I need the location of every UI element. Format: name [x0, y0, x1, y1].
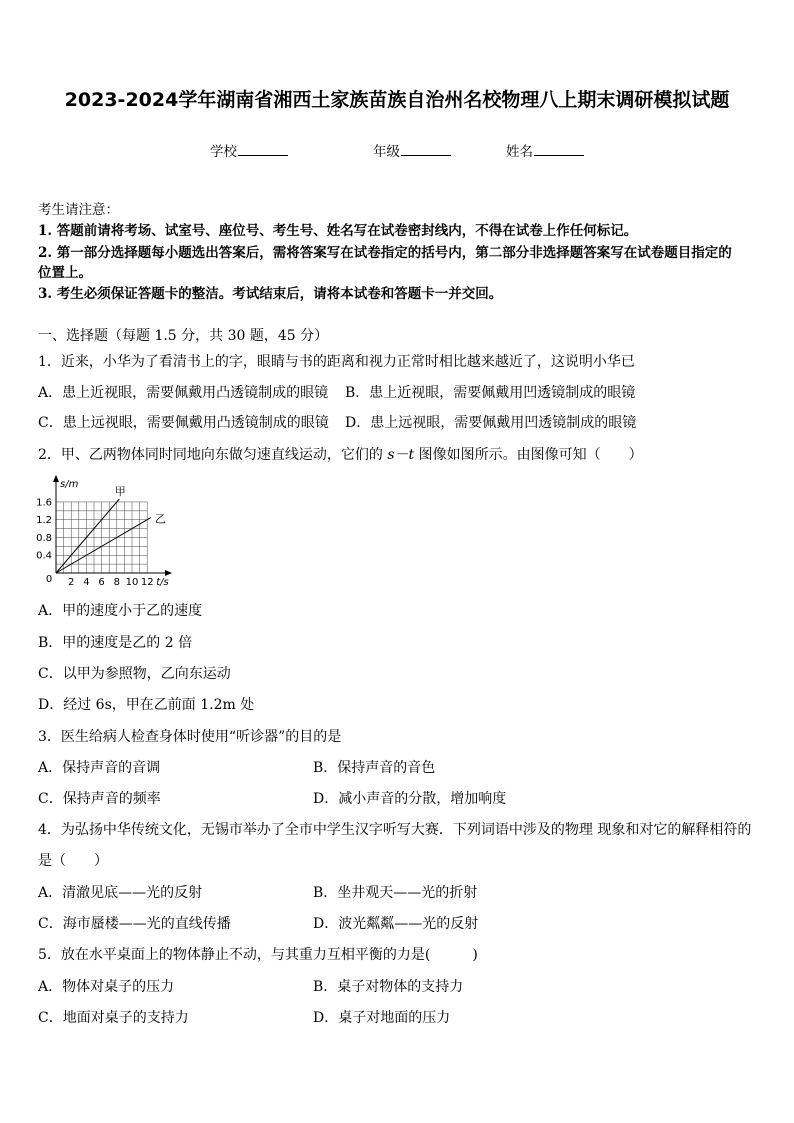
q4-stem: 4．为弘扬中华传统文化，无锡市举办了全市中学生汉字听写大赛．下列词语中涉及的物理 现象和对它的解释相符的	[38, 822, 752, 838]
field-grade	[373, 140, 451, 162]
x-tick-label: 8	[113, 577, 120, 588]
q4-stem-continued: 是（ ）	[38, 853, 108, 869]
series-line-2	[56, 518, 151, 573]
q2-option-b: B．甲的速度是乙的 2 倍	[38, 635, 193, 651]
series-line-1	[56, 499, 119, 573]
q4-option-c: C．海市蜃楼——光的直线传播	[38, 916, 231, 932]
q3-option-a: A．保持声音的音调	[38, 760, 161, 776]
x-tick-label: 4	[83, 577, 90, 588]
y-axis-label: s/m	[60, 479, 79, 490]
notice-line-2-continued: 位置上。	[38, 265, 92, 281]
notice-heading: 考生请注意：	[38, 202, 119, 218]
q1-stem: 1．近来，小华为了看清书上的字，眼睛与书的距离和视力正常时相比越来越近了，这说明小华已	[38, 354, 635, 370]
field-name-blank	[534, 140, 584, 156]
q2-option-a: A．甲的速度小于乙的速度	[38, 603, 203, 619]
q1-option-b: B．患上近视眼，需要佩戴用凹透镜制成的眼镜	[345, 385, 636, 401]
x-axis-arrow	[165, 570, 172, 576]
series-label-2: 乙	[154, 512, 166, 526]
y-tick-label: 1.2	[36, 515, 52, 527]
q4-option-d: D．波光粼粼——光的反射	[313, 916, 479, 932]
q2-stem	[38, 445, 643, 465]
x-tick-label: 2	[68, 577, 75, 588]
q5-option-c: C．地面对桌子的支持力	[38, 1010, 189, 1026]
q1-option-a: A．患上近视眼，需要佩戴用凸透镜制成的眼镜	[38, 385, 329, 401]
y-tick-label: 0.4	[36, 550, 52, 562]
x-tick-label: 10	[125, 577, 139, 588]
notice-line-3: 3. 考生必须保证答题卡的整洁。考试结束后，请将本试卷和答题卡一并交回。	[38, 286, 503, 302]
q4-option-b: B．坐井观天——光的折射	[313, 885, 478, 901]
field-school-label: 学校	[210, 144, 237, 160]
x-axis-label: t/s	[156, 577, 169, 588]
q3-option-b: B．保持声音的音色	[313, 760, 436, 776]
page-title: 2023-2024学年湖南省湘西土家族苗族自治州名校物理八上期末调研模拟试题	[64, 89, 730, 111]
q2-option-d: D．经过 6s，甲在乙前面 1.2m 处	[38, 697, 255, 713]
notice-line-1: 1. 答题前请将考场、试室号、座位号、考生号、姓名写在试卷密封线内，不得在试卷上作任何标记。	[38, 223, 638, 239]
q5-option-a: A．物体对桌子的压力	[38, 979, 175, 995]
origin-label: 0	[45, 574, 53, 585]
graph-grid	[56, 502, 147, 573]
y-axis-arrow	[53, 475, 59, 482]
field-school	[210, 140, 288, 162]
field-grade-label: 年级	[373, 144, 400, 160]
st-graph-figure	[36, 474, 176, 594]
section-heading: 一、选择题（每题 1.5 分，共 30 题，45 分）	[38, 328, 329, 344]
q2-option-c: C．以甲为参照物，乙向东运动	[38, 666, 231, 682]
field-school-blank	[238, 140, 288, 156]
st-graph	[36, 474, 176, 594]
field-name	[506, 140, 584, 162]
y-tick-label: 0.8	[36, 532, 52, 544]
q5-option-b: B．桌子对物体的支持力	[313, 979, 464, 995]
series-label-1: 甲	[114, 485, 126, 499]
y-tick-label: 1.6	[36, 497, 52, 509]
q5-option-d: D．桌子对地面的压力	[313, 1010, 451, 1026]
q5-stem: 5．放在水平桌面上的物体静止不动，与其重力互相平衡的力是( )	[38, 947, 478, 963]
x-tick-label: 6	[98, 577, 105, 588]
q3-option-c: C．保持声音的频率	[38, 791, 161, 807]
q4-option-a: A．清澈见底——光的反射	[38, 885, 203, 901]
notice-line-2: 2. 第一部分选择题每小题选出答案后，需将答案写在试卷指定的括号内，第二部分非选择题答案写在试卷题目指定的	[38, 245, 732, 261]
field-name-label: 姓名	[506, 144, 533, 160]
q3-option-d: D．减小声音的分散，增加响度	[313, 791, 507, 807]
q1-option-c: C．患上远视眼，需要佩戴用凸透镜制成的眼镜	[38, 415, 329, 431]
q1-option-d: D．患上远视眼，需要佩戴用凹透镜制成的眼镜	[345, 415, 637, 431]
q3-stem: 3．医生给病人检查身体时使用“听诊器”的目的是	[38, 729, 342, 745]
q2-stem-after: 图像如图所示。由图像可知（ ）	[414, 447, 643, 463]
x-tick-label: 12	[140, 577, 154, 588]
q2-stem-before: 2．甲、乙两物体同时同地向东做匀速直线运动，它们的	[38, 447, 388, 463]
q2-stem-variable: s－t	[387, 447, 415, 463]
field-grade-blank	[401, 140, 451, 156]
